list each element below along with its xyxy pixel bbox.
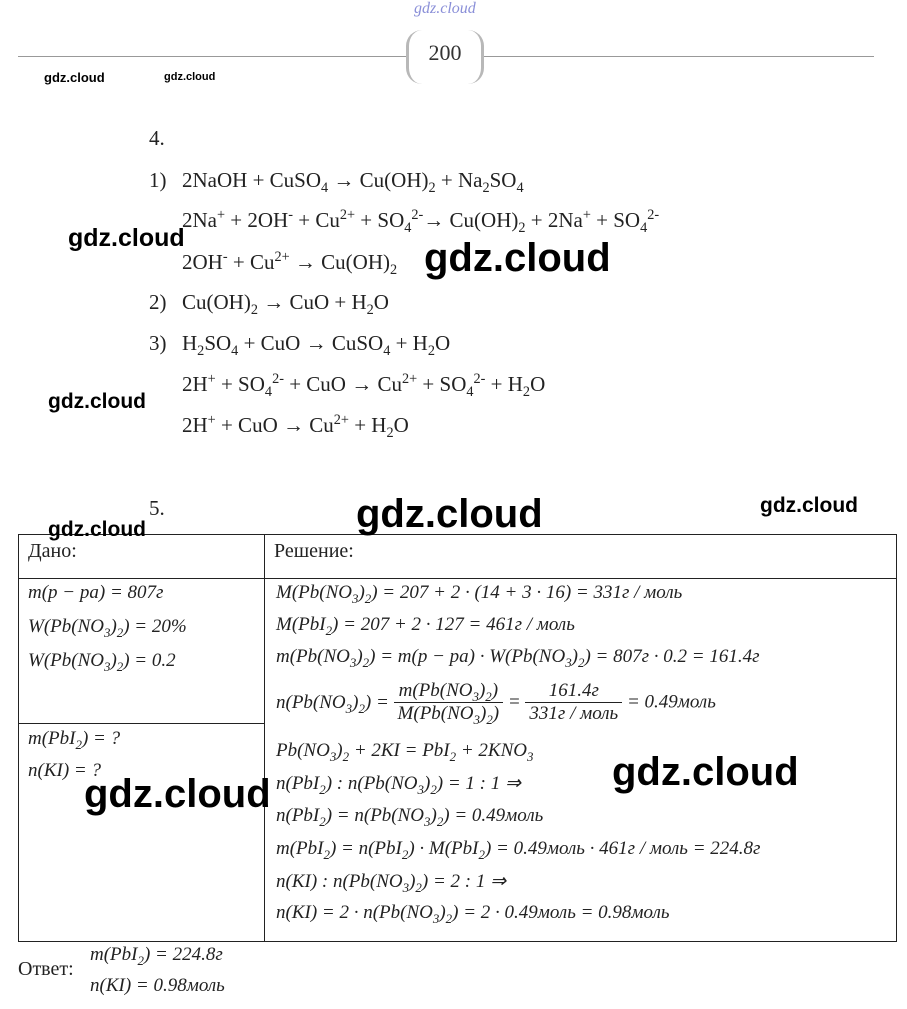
eq-3-short-ionic: 2H+ + CuO → $Cu^{2+} + H_2O$ <box>182 412 409 442</box>
header-rule-left <box>18 56 408 57</box>
table-header-divider <box>18 578 896 579</box>
page-number-badge <box>406 30 484 84</box>
watermark-2: gdz.cloud <box>424 236 611 280</box>
answer-label: Ответ: <box>18 958 74 980</box>
task4-step1-label: 1) <box>149 168 167 192</box>
find-amount-ki: n(KI) = ? <box>28 760 101 781</box>
answer-mass-pbi2: m(PbI$_2$) = 224.8г <box>90 944 223 968</box>
header-rule-right <box>484 56 874 57</box>
header-watermark: gdz.cloud <box>414 0 476 17</box>
eq-1-full-ionic: $2Na^+ + 2OH^- + Cu^{2+} + SO_4^{2-}\to Cu(OH)_2 + 2Na^+ + SO_4^{2-}$ <box>182 207 660 237</box>
table-given-divider <box>18 723 265 724</box>
header-small-watermark-1: gdz.cloud <box>44 70 105 85</box>
eq-3-full-ionic: $2H^+ + SO_4^{2-}$ + CuO → $Cu^{2+} + SO_4^{2-} + H_2O$ <box>182 371 546 401</box>
sol-mass-pbi2: m(PbI$_2$) = n(PbI$_2$) · M(PbI$_2$) = 0.49моль · 461г / моль = 224.8г <box>276 838 761 862</box>
task4-step2-label: 2) <box>149 290 167 314</box>
header-small-watermark-2: gdz.cloud <box>164 71 216 83</box>
eq-2: $Cu(OH)_2$ → CuO + $H_2O$ <box>182 290 389 319</box>
table-column-divider <box>264 534 265 941</box>
sol-ratio-pbi2: n(PbI$_2$) : $n(Pb(NO_3)_2) = 1$ : 1 ⇒ <box>276 773 521 797</box>
given-header: Дано: <box>28 540 77 562</box>
sol-amount-pbno32: $n(Pb(NO_3)_2)$ = $\frac{m(Pb(NO_3)_2)}{M(Pb(NO_3)_2)}$ = $\frac{161.4г}{\text{331г / моль}}$ = 0.49моль <box>276 680 716 727</box>
watermark-1: gdz.cloud <box>68 224 185 252</box>
find-mass-pbi2: m(PbI$_2$) = ? <box>28 728 121 752</box>
sol-molar-mass-pbno32: $M(Pb(NO_3)_2) = 207 + 2 \cdot (14 + 3 \cdot 16) = 331г$ / моль <box>276 582 683 606</box>
task5-number: 5. <box>149 496 165 520</box>
given-mass-fraction-percent: $W(Pb(NO_3)_2) = 20\%$ <box>28 616 187 640</box>
sol-amount-ki: $n(KI) = 2 \cdot n(Pb(NO_3)_2) = 2$ · 0.49моль = 0.98моль <box>276 902 670 926</box>
given-mass-fraction: $W(Pb(NO_3)_2) = 0.2$ <box>28 650 176 674</box>
sol-mass-pbno32: $m(Pb(NO_3)_2) = m(p - pa) \cdot W(Pb(NO_3)_2) = 807г \cdot 0.2 = 161.4г$ <box>276 646 760 670</box>
task4-step3-label: 3) <box>149 331 167 355</box>
watermark-8: gdz.cloud <box>84 772 271 816</box>
page-number: 200 <box>428 40 462 65</box>
solution-header: Решение: <box>274 540 354 562</box>
task4-number: 4. <box>149 126 165 150</box>
watermark-6: gdz.cloud <box>48 518 146 541</box>
sol-molar-mass-pbi2: M(PbI$_2$) = 207 + 2 · 127 = 461г / моль <box>276 614 575 638</box>
sol-reaction: $Pb(NO_3)_2 + 2KI = PbI_2 + 2KNO_3$ <box>276 740 534 764</box>
eq-1-molecular: 2NaOH + CuSO$_4$ → $Cu(OH)_2 + Na_2SO_4$ <box>182 168 524 197</box>
watermark-7: gdz.cloud <box>612 750 799 794</box>
sol-ratio-ki: n(KI) : $n(Pb(NO_3)_2) = 2$ : 1 ⇒ <box>276 871 507 895</box>
fraction-mass-over-molar: $\frac{m(Pb(NO_3)_2)}{M(Pb(NO_3)_2)}$ <box>394 680 504 725</box>
given-solution-mass: m(p − pa) = 807г <box>28 582 164 603</box>
watermark-3: gdz.cloud <box>48 390 146 413</box>
sol-amount-pbi2: $n(PbI_2) = n(Pb(NO_3)_2)$ = 0.49моль <box>276 805 544 829</box>
watermark-4: gdz.cloud <box>760 494 858 517</box>
fraction-numeric: $\frac{161.4г}{\text{331г / моль}}$ <box>525 680 622 725</box>
answer-amount-ki: n(KI) = 0.98моль <box>90 975 225 996</box>
eq-3-molecular: $H_2SO_4$ + CuO → CuSO$_4$ + $H_2O$ <box>182 331 451 360</box>
watermark-5: gdz.cloud <box>356 492 543 536</box>
eq-1-short-ionic: $2OH^- + Cu^{2+} \to Cu(OH)_2$ <box>182 249 398 279</box>
